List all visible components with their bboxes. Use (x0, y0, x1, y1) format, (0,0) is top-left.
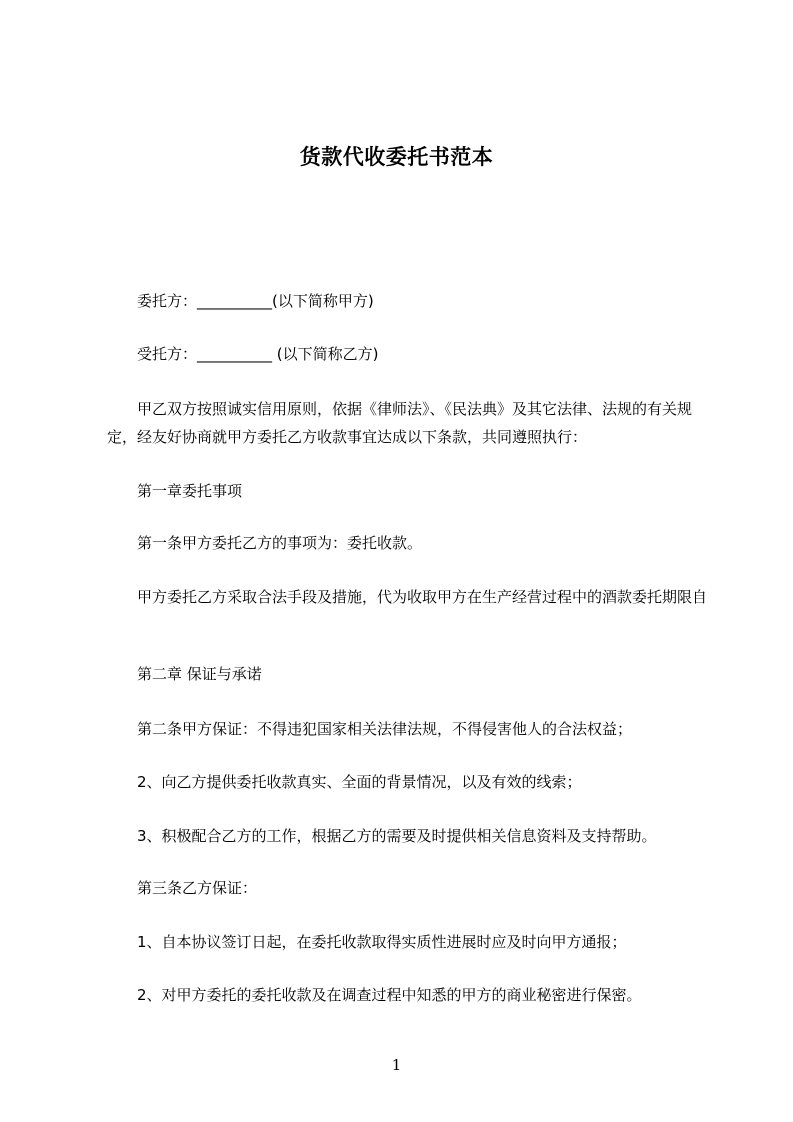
document-title: 货款代收委托书范本 (299, 145, 494, 169)
article-2: 第二条甲方保证：不得违犯国家相关法律法规，不得侵害他人的合法权益； (137, 720, 633, 738)
page-number: 1 (391, 1056, 402, 1074)
article-1: 第一条甲方委托乙方的事项为：委托收款。 (137, 534, 423, 552)
paragraph-preamble: 甲乙双方按照诚实信用原则，依据《律师法》、《民法典》及其它法律、法规的有关规定，经友好协商就甲方委托乙方收款事宜达成以下条款，共同遵照执行： (107, 400, 693, 446)
chapter-heading-1: 第一章委托事项 (137, 482, 243, 500)
article-3-item-1: 1、自本协议签订日起，在委托收款取得实质性进展时应及时向甲方通报； (137, 933, 627, 951)
paragraph-collection-scope: 甲方委托乙方采取合法手段及措施，代为收取甲方在生产经营过程中的酒款委托期限自 (137, 588, 708, 606)
article-2-item-2: 2、向乙方提供委托收款真实、全面的背景情况，以及有效的线索； (137, 773, 582, 791)
paragraph-agent: 受托方：__________ (以下简称乙方) (137, 345, 379, 363)
article-3: 第三条乙方保证： (137, 879, 258, 897)
paragraph-principal: 委托方：__________(以下简称甲方) (137, 292, 374, 310)
article-2-item-3: 3、积极配合乙方的工作，根据乙方的需要及时提供相关信息资料及支持帮助。 (137, 827, 657, 845)
article-3-item-2: 2、对甲方委托的委托收款及在调查过程中知悉的甲方的商业秘密进行保密。 (137, 986, 642, 1004)
chapter-heading-2: 第二章 保证与承诺 (137, 665, 262, 683)
